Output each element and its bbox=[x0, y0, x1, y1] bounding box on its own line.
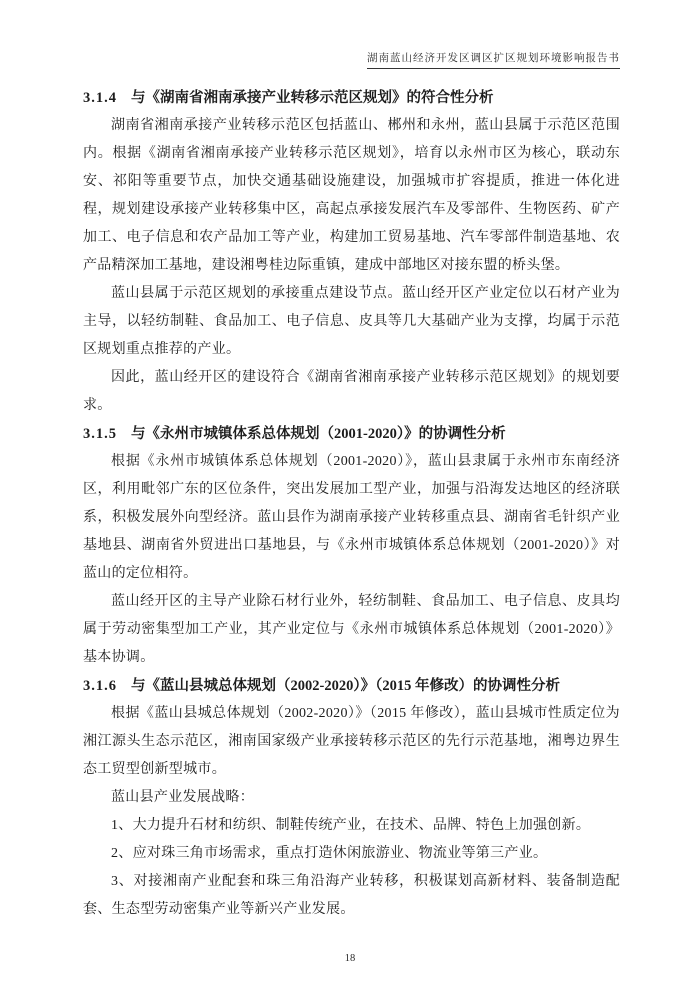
paragraph: 因此，蓝山经开区的建设符合《湖南省湘南承接产业转移示范区规划》的规划要求。 bbox=[83, 370, 620, 413]
page-footer bbox=[0, 953, 700, 964]
section-title: 与《永州市城镇体系总体规划（2001-2020）》的协调性分析 bbox=[131, 426, 506, 442]
section-heading-3-1-6 bbox=[83, 672, 620, 700]
paragraph: 根据《蓝山县城总体规划（2002-2020）》（2015 年修改），蓝山县城市性质定位为湘江源头生态示范区，湘南国家级产业承接转移示范区的先行示范基地，湘粤边界生态工贸型创新型城市。 bbox=[83, 706, 620, 777]
section-number: 3.1.5 bbox=[83, 426, 117, 442]
section-number: 3.1.6 bbox=[83, 678, 117, 694]
paragraph: 根据《永州市城镇体系总体规划（2001-2020）》，蓝山县隶属于永州市东南经济区，利用毗邻广东的区位条件，突出发展加工型产业，加强与沿海发达地区的经济联系，积极发展外向型经济。蓝山县作为湖南承接产业转移重点县、湖南省毛针织产业基地县、湖南省外贸进出口基地县，与《永州市城镇体系总体规划（2001-2020）》对蓝山的定位相符。 bbox=[83, 454, 620, 581]
paragraph: 湖南省湘南承接产业转移示范区包括蓝山、郴州和永州，蓝山县属于示范区范围内。根据《湖南省湘南承接产业转移示范区规划》，培育以永州市区为核心，联动东安、祁阳等重要节点，加快交通基础设施建设，加强城市扩容提质，推进一体化进程，规划建设承接产业转移集中区，高起点承接发展汽车及零部件、生物医药、矿产加工、电子信息和农产品加工等产业，构建加工贸易基地、汽车零部件制造基地、农产品精深加工基地，建设湘粤桂边际重镇，建成中部地区对接东盟的桥头堡。 bbox=[83, 118, 620, 273]
list-item: 3、对接湘南产业配套和珠三角沿海产业转移，积极谋划高新材料、装备制造配套、生态型劳动密集产业等新兴产业发展。 bbox=[83, 874, 620, 917]
paragraph: 蓝山经开区的主导产业除石材行业外，轻纺制鞋、食品加工、电子信息、皮具均属于劳动密集型加工产业，其产业定位与《永州市城镇体系总体规划（2001-2020）》基本协调。 bbox=[83, 594, 620, 665]
page-header bbox=[83, 48, 620, 64]
list-item: 1、大力提升石材和纺织、制鞋传统产业，在技术、品牌、特色上加强创新。 bbox=[111, 818, 591, 833]
section-title: 与《蓝山县城总体规划（2002-2020）》（2015 年修改）的协调性分析 bbox=[131, 678, 560, 694]
list-item: 2、应对珠三角市场需求，重点打造休闲旅游业、物流业等第三产业。 bbox=[111, 846, 548, 861]
section-title: 与《湖南省湘南承接产业转移示范区规划》的符合性分析 bbox=[131, 90, 494, 106]
paragraph: 蓝山县产业发展战略： bbox=[111, 790, 254, 805]
section-heading-3-1-5 bbox=[83, 420, 620, 448]
report-title: 湖南蓝山经济开发区调区扩区规划环境影响报告书 bbox=[367, 53, 620, 69]
page-number: 18 bbox=[344, 953, 356, 964]
section-heading-3-1-4 bbox=[83, 84, 620, 112]
page-content bbox=[83, 84, 620, 924]
paragraph: 蓝山县属于示范区规划的承接重点建设节点。蓝山经开区产业定位以石材产业为主导，以轻纺制鞋、食品加工、电子信息、皮具等几大基础产业为支撑，均属于示范区规划重点推荐的产业。 bbox=[83, 286, 620, 357]
section-number: 3.1.4 bbox=[83, 90, 117, 106]
